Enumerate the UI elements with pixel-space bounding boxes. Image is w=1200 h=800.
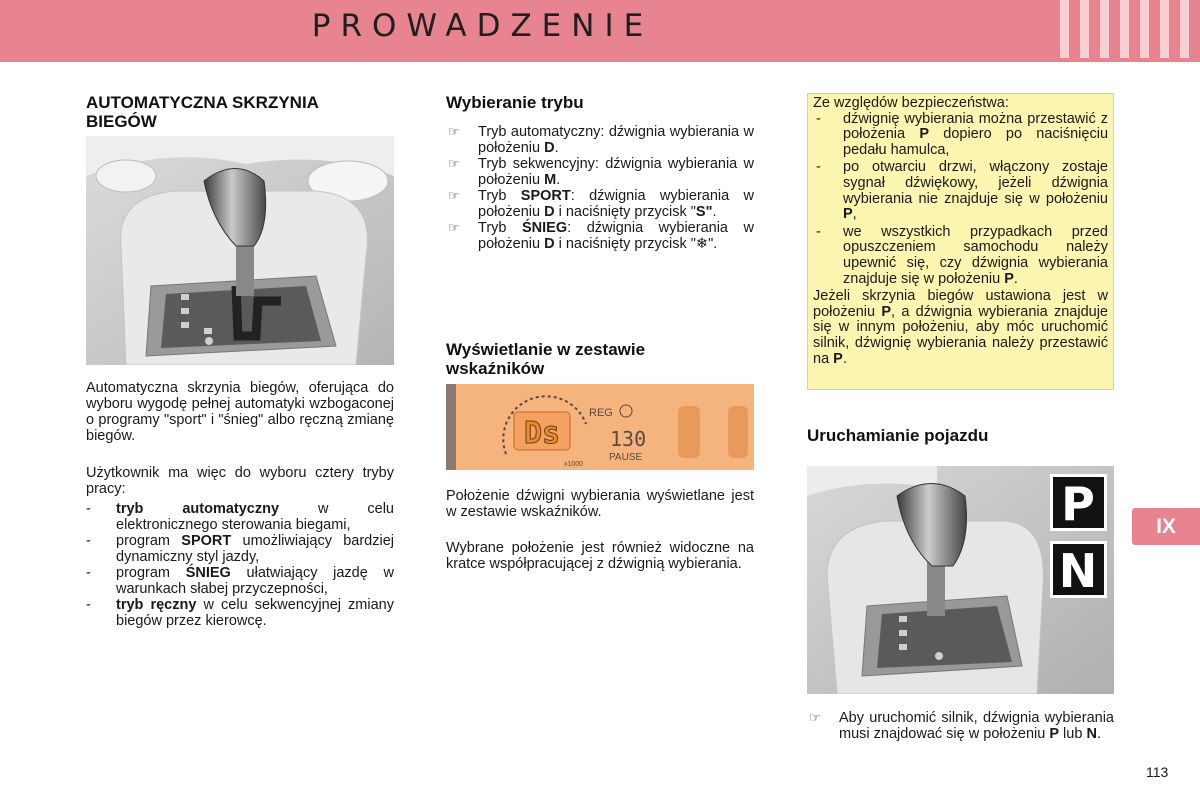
starting-list: [807, 710, 1114, 742]
modes-list: [86, 501, 394, 629]
mode-selection-list: [446, 124, 754, 252]
display-paragraph-2: Wybrane położenie jest również widoczne na kratce współpracującej z dźwignią wybierania.: [446, 540, 754, 572]
header-stripe: [1100, 0, 1109, 58]
list-item: - po otwarciu drzwi, włączony zostaje sygnał dźwiękowy, jeżeli dźwignia wybierania nie znajduje się w położeniu P,: [816, 159, 1108, 223]
list-item: ☞ Tryb SPORT: dźwignia wybierania w położeniu D i naciśnięty przycisk "S".: [448, 188, 754, 220]
display-gear-readout: Ds: [523, 416, 561, 451]
header-stripe: [1080, 0, 1089, 58]
section-heading-starting: Uruchamianie pojazdu: [807, 426, 989, 445]
section-heading-display: Wyświetlanie w zestawie wskaźników: [446, 340, 646, 378]
list-item: - dźwignię wybierania można przestawić z położenia P dopiero po naciśnięciu pedału hamulca,: [816, 110, 1109, 158]
hand-pointer-icon: ☞: [448, 156, 460, 171]
gearshift-pn-photo: [807, 466, 1114, 694]
safety-intro: Ze względów bezpieczeństwa:: [813, 95, 1009, 111]
page-number: 113: [1146, 764, 1169, 780]
list-item: - tryb ręczny w celu sekwencyjnej zmiany biegów przez kierowcę.: [86, 597, 394, 629]
safety-outro: Jeżeli skrzynia biegów ustawiona jest w położeniu P, a dźwignia wybierania znajduje się w innym położeniu, aby móc uruchomić silnik, dźwignię wybierania należy przestawić na P.: [813, 288, 1108, 367]
header-stripe: [1160, 0, 1169, 58]
neutral-letter: N: [1058, 544, 1098, 598]
list-item: - program ŚNIEG ułatwiający jazdę w warunkach słabej przyczepności,: [86, 565, 394, 597]
display-paragraph-1: Położenie dźwigni wybierania wyświetlane jest w zestawie wskaźników.: [446, 488, 754, 520]
safety-note-box: [807, 93, 1114, 390]
hand-pointer-icon: ☞: [448, 124, 460, 139]
park-letter: P: [1061, 477, 1095, 531]
hand-pointer-icon: ☞: [448, 220, 460, 235]
header-stripe: [1180, 0, 1189, 58]
list-item: ☞ Tryb ŚNIEG: dźwignia wybierania w położeniu D i naciśnięty przycisk "❄".: [448, 220, 754, 252]
hand-pointer-icon: ☞: [809, 710, 821, 725]
display-pause-label: PAUSE: [609, 452, 643, 463]
section-heading-mode-selection: Wybieranie trybu: [446, 93, 584, 112]
section-heading-automatic-gearbox: AUTOMATYCZNA SKRZYNIA BIEGÓW: [86, 93, 319, 131]
display-scale-label: x1000: [564, 461, 584, 468]
display-reg-label: REG: [589, 407, 613, 419]
list-item: ☞ Aby uruchomić silnik, dźwignia wybierania musi znajdować się w położeniu P lub N.: [809, 710, 1114, 742]
list-item: - we wszystkich przypadkach przed opuszczeniem samochodu należy upewnić się, czy dźwignia wybierania znajduje się w położeniu P.: [816, 223, 1108, 287]
safety-list: [813, 112, 1108, 288]
header-stripe: [1060, 0, 1069, 58]
instrument-display-photo: [446, 384, 754, 470]
hand-pointer-icon: ☞: [448, 188, 460, 203]
header-stripe: [1120, 0, 1129, 58]
intro-paragraph: Automatyczna skrzynia biegów, oferująca do wyboru wygodę pełnej automatyki wzbogaconej o programy "sport" i "śnieg" albo ręczną zmianę biegów.: [86, 380, 394, 444]
list-item: ☞ Tryb automatyczny: dźwignia wybierania w położeniu D.: [448, 124, 754, 156]
modes-lead-paragraph: Użytkownik ma więc do wyboru cztery tryby pracy:: [86, 465, 394, 497]
header-stripe: [1140, 0, 1149, 58]
list-item: - program SPORT umożliwiający bardziej dynamiczny styl jazdy,: [86, 533, 395, 565]
list-item: - tryb automatyczny w celu elektronicznego sterowania biegami,: [86, 501, 394, 533]
chapter-tab: IX: [1132, 508, 1200, 545]
gearshift-photo: [86, 136, 394, 365]
page-title: PROWADZENIE: [311, 8, 654, 44]
display-speed: 130: [610, 427, 647, 451]
page-header-band: [0, 0, 1200, 62]
list-item: ☞ Tryb sekwencyjny: dźwignia wybierania w położeniu M.: [448, 156, 754, 188]
snowflake-icon: ❄: [695, 236, 709, 252]
